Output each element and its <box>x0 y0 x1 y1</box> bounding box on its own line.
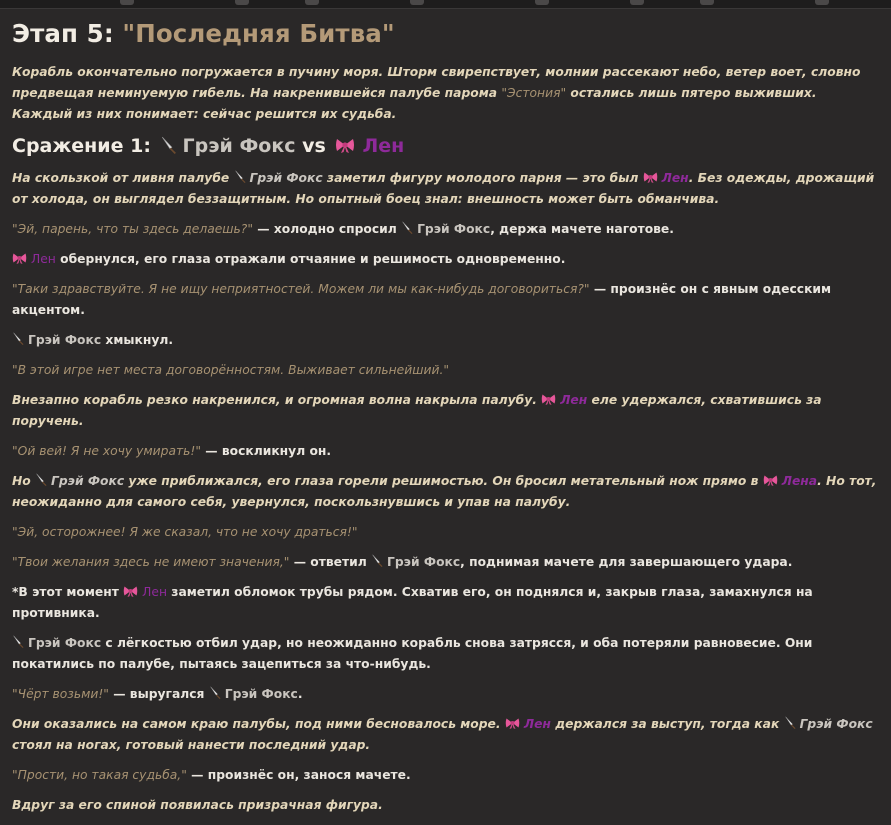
knife-icon <box>401 221 414 234</box>
story-paragraph <box>12 471 878 513</box>
narration-text: . Но тот, неожиданно для самого себя, увернулся, поскользнувшись и упав на палубу. <box>12 474 877 509</box>
story-paragraph <box>12 360 878 381</box>
top-toolbar <box>0 0 891 9</box>
dialogue-quote: "Ой вей! Я не хочу умирать!" <box>12 444 201 458</box>
story-paragraph <box>12 168 878 210</box>
dialogue-quote: "В этой игре нет места договорённостям. Выживает сильнейший." <box>12 363 450 377</box>
story-paragraph <box>12 795 878 816</box>
story-paragraph <box>12 441 878 462</box>
story-paragraph <box>12 390 878 432</box>
fighter1-name: Грэй Фокс <box>799 717 873 731</box>
dialogue-quote: "Чёрт возьми!" <box>12 687 109 701</box>
story-paragraph <box>12 330 878 351</box>
fighter2-name: Лен <box>560 393 588 407</box>
intro-paragraph <box>12 62 878 125</box>
stage-label: Этап 5: <box>12 19 114 48</box>
fighter1-name: Грэй Фокс <box>28 333 102 347</box>
story-paragraph <box>12 279 878 321</box>
narration-text: — ответил <box>293 555 367 569</box>
narration-text: , держа мачете наготове. <box>490 222 674 236</box>
ribbon-bow-icon <box>763 474 778 486</box>
fighter2-name: Лен <box>523 717 551 731</box>
narration-text: Но <box>12 474 31 488</box>
battle-label: Сражение 1: <box>12 135 151 157</box>
ribbon-bow-icon <box>12 252 27 264</box>
knife-icon <box>234 170 247 183</box>
dialogue-quote: "Таки здравствуйте. Я не ищу неприятностей. Можем ли мы как-нибудь договориться?" <box>12 282 590 296</box>
story-paragraph <box>12 633 878 675</box>
story-paragraph <box>12 714 878 756</box>
narration-text: Внезапно корабль резко накренился, и огромная волна накрыла палубу. <box>12 393 537 407</box>
narration-text: , поднимая мачете для завершающего удара. <box>460 555 793 569</box>
ship-name: "Эстония" <box>501 86 567 100</box>
vs-label: vs <box>302 135 326 157</box>
dialogue-quote: "Твои желания здесь не имеют значения," <box>12 555 290 569</box>
narration-text: уже приближался, его глаза горели решимостью. Он бросил метательный нож прямо в <box>128 474 759 488</box>
narration-text: — выругался <box>113 687 205 701</box>
ribbon-bow-icon <box>541 393 556 405</box>
narration-text: Они оказались на самом краю палубы, под ними бесновалось море. <box>12 717 501 731</box>
stage-title: "Последняя Битва" <box>122 19 395 48</box>
narration-text: заметил обломок трубы рядом. Схватив его, он поднялся и, закрыв глаза, замахнулся на противника. <box>12 585 813 620</box>
narration-text: — произнёс он с явным одесским акцентом. <box>12 282 832 317</box>
fighter1-name: Грэй Фокс <box>387 555 461 569</box>
battle-heading <box>12 134 878 158</box>
knife-icon <box>12 635 25 648</box>
toolbar-icon[interactable] <box>815 0 829 5</box>
ribbon-bow-icon <box>334 137 356 153</box>
story-paragraph <box>12 552 878 573</box>
dialogue-quote: "Эй, парень, что ты здесь делаешь?" <box>12 222 253 236</box>
ribbon-bow-icon <box>643 171 658 183</box>
ribbon-bow-icon <box>123 585 138 597</box>
narration-text: На скользкой от ливня палубе <box>12 171 230 185</box>
narration-text: держался за выступ, тогда как <box>555 717 780 731</box>
story-paragraph <box>12 249 878 270</box>
fighter2-name: Лен <box>362 135 405 157</box>
narration-text: — воскликнул он. <box>205 444 332 458</box>
narration-text: — холодно спросил <box>257 222 397 236</box>
toolbar-icon[interactable] <box>700 0 714 5</box>
narration-text: . Без одежды, дрожащий от холода, он выглядел беззащитным. Но опытный боец знал: внешность может быть обманчива. <box>12 171 875 206</box>
fighter1-name: Грэй Фокс <box>182 135 296 157</box>
fighter1-name: Грэй Фокс <box>249 171 323 185</box>
fighter2-name: Лен <box>31 252 56 266</box>
toolbar-icon[interactable] <box>535 0 549 5</box>
knife-icon <box>12 332 25 345</box>
narration-text: — произнёс он, занося мачете. <box>191 768 411 782</box>
toolbar-icon[interactable] <box>235 0 249 5</box>
fighter2-name: Лен <box>142 585 168 599</box>
knife-icon <box>209 686 222 699</box>
toolbar-icon[interactable] <box>630 0 644 5</box>
narration-text: Вдруг за его спиной появилась призрачная фигура. <box>12 798 383 812</box>
fighter1-name: Грэй Фокс <box>224 687 298 701</box>
fighter2-name: Лен <box>661 171 689 185</box>
message-content <box>12 18 878 825</box>
toolbar-icon[interactable] <box>305 0 319 5</box>
story-paragraph <box>12 522 878 543</box>
knife-icon <box>35 473 48 486</box>
fighter1-name: Грэй Фокс <box>51 474 125 488</box>
narration-text: заметил фигуру молодого парня — это был <box>326 171 639 185</box>
story-paragraph <box>12 219 878 240</box>
narration-text: еле удержался, схватившись за поручень. <box>12 393 822 428</box>
dialogue-quote: "Эй, осторожнее! Я же сказал, что не хочу драться!" <box>12 525 358 539</box>
story-paragraph <box>12 582 878 624</box>
narration-text: обернулся, его глаза отражали отчаяние и решимость одновременно. <box>60 252 566 266</box>
narration-text: *В этот момент <box>12 585 119 599</box>
story-paragraph <box>12 684 878 705</box>
narration-text: . <box>297 687 303 701</box>
knife-icon <box>784 716 797 729</box>
narration-text: стоял на ногах, готовый нанести последний удар. <box>12 738 371 752</box>
knife-icon <box>160 136 178 154</box>
fighter2-name: Лена <box>781 474 818 488</box>
ribbon-bow-icon <box>505 717 520 729</box>
toolbar-icon[interactable] <box>410 0 424 5</box>
knife-icon <box>371 554 384 567</box>
narration-text: с лёгкостью отбил удар, но неожиданно корабль снова затрясся, и оба потеряли равновесие. Они покатились по палубе, пытаясь зацепиться за что-нибудь. <box>12 636 813 671</box>
dialogue-quote: "Прости, но такая судьба," <box>12 768 187 782</box>
intro-text: остались лишь пятеро выживших. Каждый из них понимает: сейчас решится их судьба. <box>12 86 817 121</box>
toolbar-icon[interactable] <box>120 0 134 5</box>
stage-heading <box>12 18 878 50</box>
fighter1-name: Грэй Фокс <box>28 636 102 650</box>
fighter1-name: Грэй Фокс <box>417 222 491 236</box>
narration-text: хмыкнул. <box>105 333 174 347</box>
intro-text: Корабль окончательно погружается в пучину моря. Шторм свирепствует, молнии рассекают небо, ветер воет, словно предвещая неминуемую гибель. На накренившейся палубе парома <box>12 65 861 100</box>
